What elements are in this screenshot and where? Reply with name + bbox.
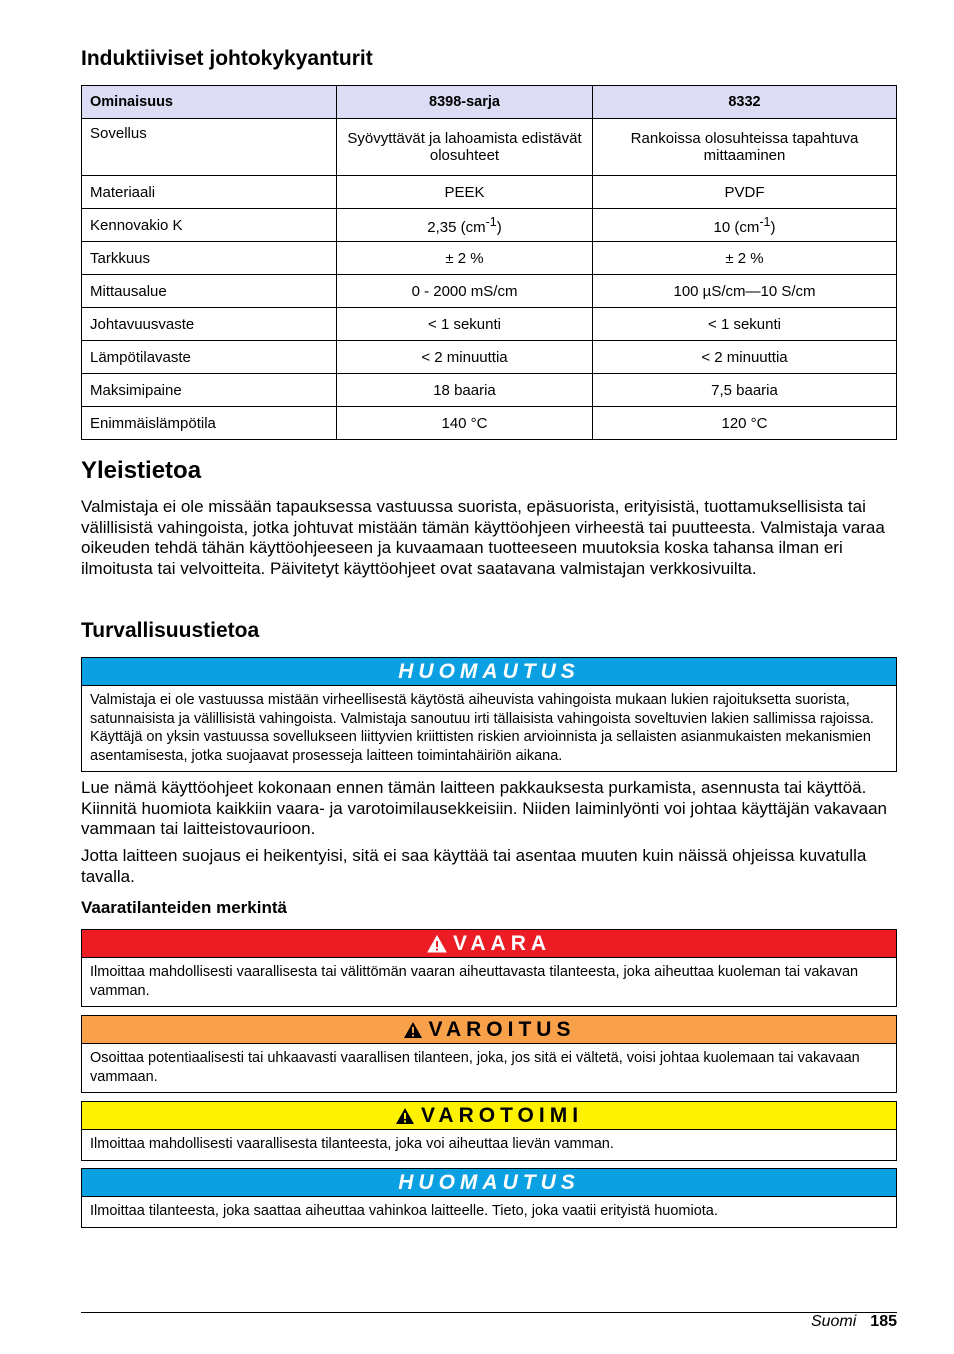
table-cell: PEEK bbox=[337, 176, 593, 209]
table-row bbox=[82, 308, 897, 341]
danger-label: VAARA bbox=[452, 931, 552, 955]
superscript: -1 bbox=[759, 214, 771, 229]
table-cell bbox=[337, 209, 593, 242]
table-cell: Mittausalue bbox=[82, 275, 337, 308]
table-cell: Maksimipaine bbox=[82, 374, 337, 407]
table-cell: Materiaali bbox=[82, 176, 337, 209]
table-cell: ± 2 % bbox=[337, 242, 593, 275]
table-row bbox=[82, 407, 897, 440]
caution-box bbox=[81, 1101, 897, 1161]
warning-text: Osoittaa potentiaalisesti tai uhkaavasti vaarallisen tilanteen, joka, jos sitä ei vältetä, voisi johtaa kuolemaan tai vakavaan vammaan. bbox=[90, 1050, 860, 1085]
warning-label: VAROITUS bbox=[428, 1017, 576, 1041]
table-cell: < 1 sekunti bbox=[337, 308, 593, 341]
caution-label: VAROTOIMI bbox=[420, 1103, 584, 1127]
section-title-hazard: Vaaratilanteiden merkintä bbox=[81, 898, 287, 917]
table-cell: Syövyttävät ja lahoamista edistävät olosuhteet bbox=[337, 119, 593, 176]
notice-text: Valmistaja ei ole vastuussa mistään virheellisestä käytöstä aiheuvista vahingoista mukaan lukien rajoituksetta suorista, satunnaisista ja välillisistä vahingoista. Valmistaja sanoutuu irti tällaisista vahingoista soveltuvien lakien sallimissa rajoissa. Käyttäjä on yksin vastuussa sovellukseen liittyvien kriittisten riskien arvioinnista ja sellaisten asianmukaisten mekanismien asentamisesta, jotka suojaavat prosesseja laitteen toimintahäiriön aikana. bbox=[90, 692, 874, 764]
superscript: -1 bbox=[485, 214, 497, 229]
table-cell: 100 µS/cm—10 S/cm bbox=[593, 275, 897, 308]
table-cell: ± 2 % bbox=[593, 242, 897, 275]
cell-value: ) bbox=[496, 218, 502, 236]
footer-language: Suomi bbox=[810, 1313, 857, 1330]
caution-text: Ilmoittaa mahdollisesti vaarallisesta tilanteesta, joka voi aiheuttaa lievän vamman. bbox=[90, 1136, 614, 1152]
notice-box bbox=[81, 657, 897, 772]
page-footer bbox=[811, 1313, 897, 1331]
safety-paragraph-2: Jotta laitteen suojaus ei heikentyisi, sitä ei saa käyttää tai asentaa muuten kuin näissä ohjeissa kuvatulla tavalla. bbox=[81, 846, 867, 886]
warning-triangle-icon bbox=[427, 935, 447, 953]
section-title-safety: Turvallisuustietoa bbox=[81, 619, 260, 642]
table-row bbox=[82, 275, 897, 308]
notice-text-2: Ilmoittaa tilanteesta, joka saattaa aiheuttaa vahinkoa laitteelle. Tieto, joka vaatii erityistä huomiota. bbox=[90, 1203, 718, 1219]
table-cell: Rankoissa olosuhteissa tapahtuva mittaaminen bbox=[593, 119, 897, 176]
table-cell: < 2 minuuttia bbox=[337, 341, 593, 374]
table-cell: Sovellus bbox=[82, 119, 337, 176]
table-header: Ominaisuus bbox=[82, 86, 337, 119]
warning-box bbox=[81, 1015, 897, 1093]
table-row bbox=[82, 374, 897, 407]
table-row bbox=[82, 119, 897, 176]
warning-triangle-icon bbox=[403, 1021, 423, 1039]
danger-box bbox=[81, 929, 897, 1007]
caution-header bbox=[82, 1102, 896, 1130]
table-header-row bbox=[82, 86, 897, 119]
table-cell: 18 baaria bbox=[337, 374, 593, 407]
table-cell: Lämpötilavaste bbox=[82, 341, 337, 374]
table-cell: Kennovakio K bbox=[82, 209, 337, 242]
general-paragraph: Valmistaja ei ole missään tapauksessa vastuussa suorista, epäsuorista, erityisistä, tuottamuksellisista tai välillisistä vahingoista, jotka johtuvat mistään tämän käyttöohjeen virheestä tai puutteesta. Valmistaja varaa oikeuden tehdä tähän käyttöohjeeseen ja kuvaamaan tuotteeseen muutoksia koska tahansa ilman eri ilmoitusta tai velvoitteita. Päivitetyt käyttöohjeet ovat saatavana valmistajan verkkosivuilta. bbox=[81, 497, 885, 578]
table-header: 8398-sarja bbox=[337, 86, 593, 119]
table-cell: < 1 sekunti bbox=[593, 308, 897, 341]
warning-triangle-icon bbox=[395, 1107, 415, 1125]
sensor-spec-table bbox=[81, 85, 897, 440]
footer-divider bbox=[81, 1312, 897, 1313]
cell-value: ) bbox=[770, 218, 776, 236]
warning-header bbox=[82, 1016, 896, 1044]
danger-text: Ilmoittaa mahdollisesti vaarallisesta tai välittömän vaaran aiheuttavasta tilanteesta, joka aiheuttaa kuoleman tai vakavan vamman. bbox=[90, 964, 859, 999]
table-cell: Tarkkuus bbox=[82, 242, 337, 275]
table-cell bbox=[593, 209, 897, 242]
table-cell: Johtavuusvaste bbox=[82, 308, 337, 341]
table-cell: 120 °C bbox=[593, 407, 897, 440]
notice-box-2 bbox=[81, 1168, 897, 1228]
table-cell: 0 - 2000 mS/cm bbox=[337, 275, 593, 308]
table-cell: < 2 minuuttia bbox=[593, 341, 897, 374]
table-row bbox=[82, 176, 897, 209]
danger-header bbox=[82, 930, 896, 958]
table-row bbox=[82, 341, 897, 374]
table-header: 8332 bbox=[593, 86, 897, 119]
page-number: 185 bbox=[870, 1313, 897, 1330]
cell-value: 2,35 (cm bbox=[427, 218, 486, 236]
table-row bbox=[82, 209, 897, 242]
notice-header-2: HUOMAUTUS bbox=[82, 1169, 896, 1197]
table-cell: Enimmäislämpötila bbox=[82, 407, 337, 440]
table-cell: PVDF bbox=[593, 176, 897, 209]
table-cell: 140 °C bbox=[337, 407, 593, 440]
table-cell: 7,5 baaria bbox=[593, 374, 897, 407]
notice-header: HUOMAUTUS bbox=[82, 658, 896, 686]
section-title-general: Yleistietoa bbox=[81, 457, 202, 484]
cell-value: 10 (cm bbox=[713, 218, 760, 236]
section-title-sensors: Induktiiviset johtokykyanturit bbox=[81, 47, 373, 70]
table-row bbox=[82, 242, 897, 275]
safety-paragraph-1: Lue nämä käyttöohjeet kokonaan ennen tämän laitteen pakkauksesta purkamista, asennusta tai käyttöä. Kiinnitä huomiota kaikkiin vaara- ja varotoimilausekkeisiin. Niiden laiminlyönti voi johtaa käyttäjän vakavaan vammaan tai laitteistovaurioon. bbox=[81, 778, 888, 838]
